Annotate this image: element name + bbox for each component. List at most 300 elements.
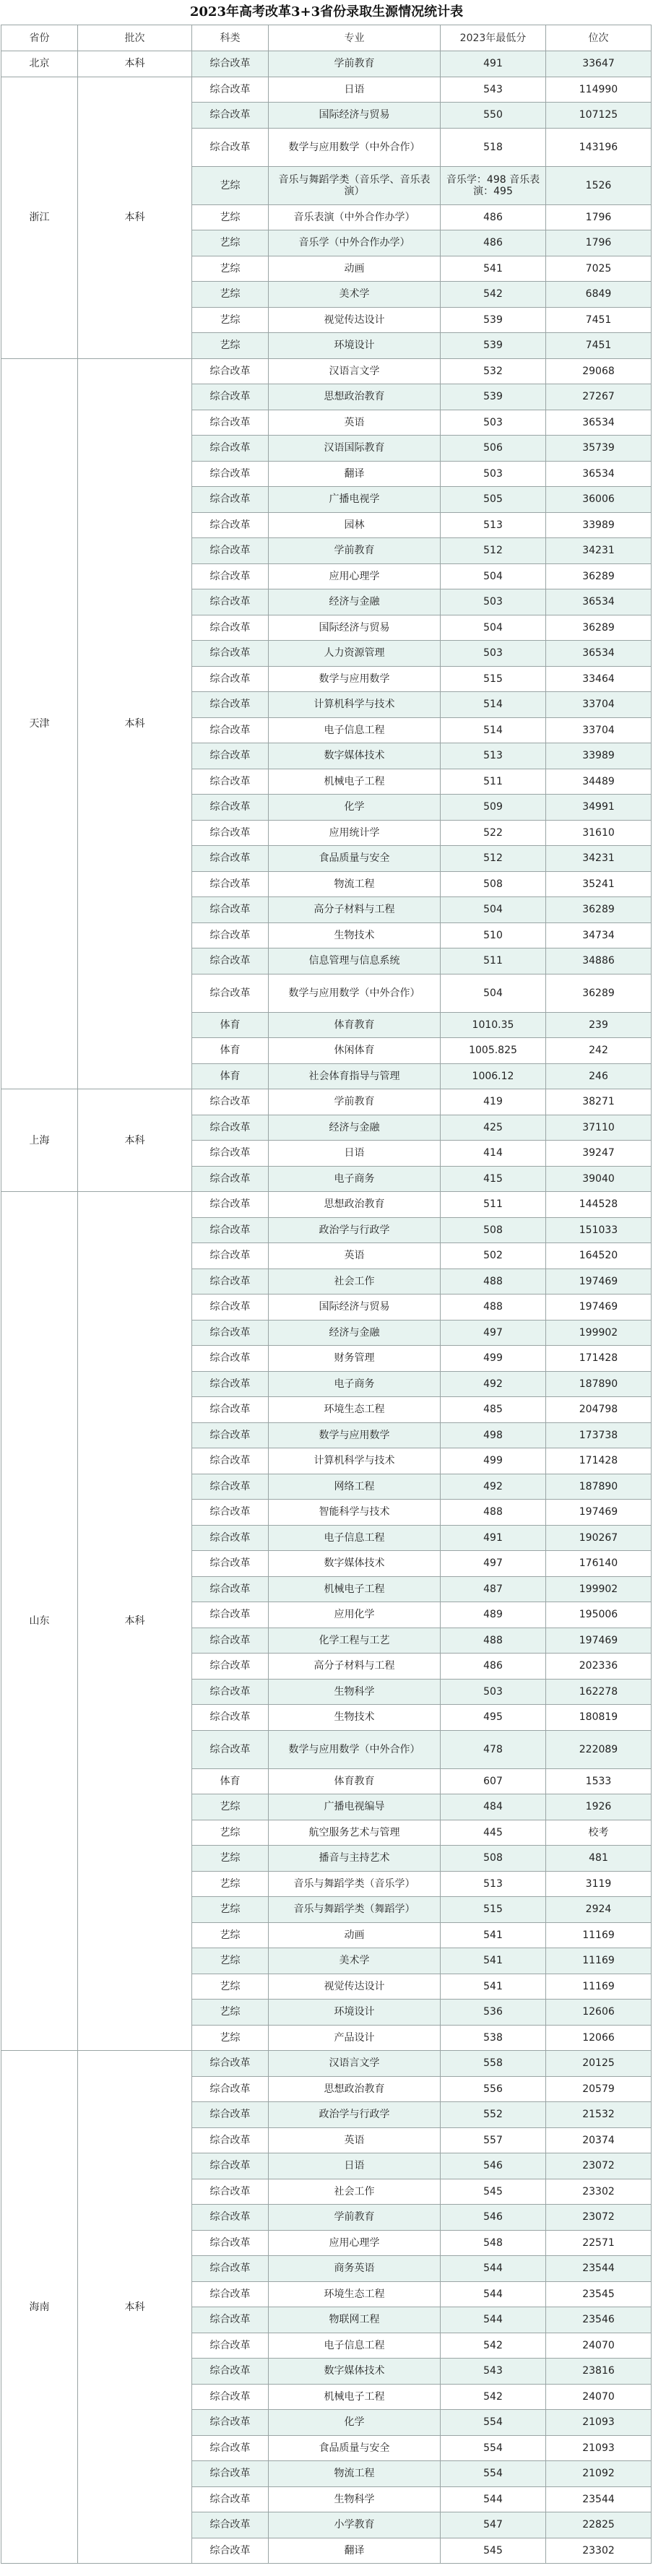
type-cell: 综合改革 — [192, 2461, 269, 2487]
min-score-cell: 514 — [441, 717, 546, 743]
major-cell: 数学与应用数学 — [269, 1422, 441, 1448]
type-cell: 综合改革 — [192, 1371, 269, 1397]
min-score-cell: 515 — [441, 1897, 546, 1923]
major-cell: 社会工作 — [269, 2179, 441, 2205]
rank-cell: 180819 — [546, 1705, 652, 1731]
major-cell: 汉语言文学 — [269, 2051, 441, 2077]
type-cell: 综合改革 — [192, 871, 269, 897]
type-cell: 艺综 — [192, 1897, 269, 1923]
min-score-cell: 543 — [441, 2359, 546, 2385]
min-score-cell: 445 — [441, 1820, 546, 1846]
type-cell: 体育 — [192, 1038, 269, 1064]
type-cell: 综合改革 — [192, 1654, 269, 1680]
type-cell: 艺综 — [192, 204, 269, 230]
batch-cell: 本科 — [78, 2051, 192, 2564]
table-row — [1, 1192, 652, 1218]
min-score-cell: 532 — [441, 358, 546, 384]
rank-cell: 20374 — [546, 2127, 652, 2153]
major-cell: 社会体育指导与管理 — [269, 1063, 441, 1089]
rank-cell: 23816 — [546, 2359, 652, 2385]
min-score-cell: 503 — [441, 589, 546, 615]
rank-cell: 1796 — [546, 230, 652, 256]
major-cell: 学前教育 — [269, 1089, 441, 1115]
min-score-cell: 419 — [441, 1089, 546, 1115]
major-cell: 音乐与舞蹈学类（音乐学） — [269, 1871, 441, 1897]
type-cell: 综合改革 — [192, 1730, 269, 1768]
type-cell: 综合改革 — [192, 948, 269, 974]
major-cell: 机械电子工程 — [269, 769, 441, 795]
major-cell: 美术学 — [269, 282, 441, 308]
major-cell: 翻译 — [269, 461, 441, 487]
min-score-cell: 484 — [441, 1794, 546, 1820]
min-score-cell: 508 — [441, 1846, 546, 1872]
type-cell: 艺综 — [192, 166, 269, 204]
rank-cell: 39040 — [546, 1166, 652, 1192]
major-cell: 高分子材料与工程 — [269, 1654, 441, 1680]
min-score-cell: 499 — [441, 1346, 546, 1372]
rank-cell: 23072 — [546, 2153, 652, 2179]
major-cell: 计算机科学与技术 — [269, 692, 441, 718]
major-cell: 应用化学 — [269, 1602, 441, 1628]
rank-cell: 173738 — [546, 1422, 652, 1448]
min-score-cell: 513 — [441, 1871, 546, 1897]
rank-cell: 11169 — [546, 1922, 652, 1948]
min-score-cell: 545 — [441, 2538, 546, 2564]
major-cell: 高分子材料与工程 — [269, 897, 441, 923]
table-row — [1, 51, 652, 77]
min-score-cell: 486 — [441, 1654, 546, 1680]
rank-cell: 36289 — [546, 974, 652, 1012]
major-cell: 网络工程 — [269, 1474, 441, 1500]
table-row — [1, 77, 652, 103]
min-score-cell: 488 — [441, 1268, 546, 1295]
major-cell: 国际经济与贸易 — [269, 1295, 441, 1321]
major-cell: 化学工程与工艺 — [269, 1628, 441, 1654]
type-cell: 综合改革 — [192, 820, 269, 846]
province-cell: 上海 — [1, 1089, 78, 1192]
rank-cell: 1533 — [546, 1768, 652, 1794]
major-cell: 数学与应用数学（中外合作） — [269, 974, 441, 1012]
type-cell: 综合改革 — [192, 384, 269, 410]
major-cell: 食品质量与安全 — [269, 2435, 441, 2461]
type-cell: 综合改革 — [192, 897, 269, 923]
type-cell: 艺综 — [192, 1922, 269, 1948]
min-score-cell: 546 — [441, 2205, 546, 2231]
min-score-cell: 489 — [441, 1602, 546, 1628]
type-cell: 综合改革 — [192, 1679, 269, 1705]
min-score-cell: 504 — [441, 563, 546, 589]
major-cell: 英语 — [269, 410, 441, 436]
major-cell: 物联网工程 — [269, 2307, 441, 2333]
min-score-cell: 414 — [441, 1141, 546, 1167]
min-score-cell: 485 — [441, 1397, 546, 1423]
type-cell: 艺综 — [192, 1974, 269, 2000]
min-score-cell: 491 — [441, 51, 546, 77]
type-cell: 综合改革 — [192, 1525, 269, 1551]
table-body — [1, 51, 652, 2564]
major-cell: 环境生态工程 — [269, 2281, 441, 2307]
min-score-cell: 512 — [441, 846, 546, 872]
major-cell: 音乐与舞蹈学类（音乐学、音乐表演） — [269, 166, 441, 204]
type-cell: 综合改革 — [192, 1295, 269, 1321]
type-cell: 综合改革 — [192, 1268, 269, 1295]
major-cell: 美术学 — [269, 1948, 441, 1974]
type-cell: 综合改革 — [192, 666, 269, 692]
major-cell: 播音与主持艺术 — [269, 1846, 441, 1872]
min-score-cell: 541 — [441, 256, 546, 282]
header-rank: 位次 — [546, 25, 652, 51]
type-cell: 综合改革 — [192, 1448, 269, 1474]
major-cell: 电子商务 — [269, 1166, 441, 1192]
major-cell: 智能科学与技术 — [269, 1500, 441, 1526]
min-score-cell: 538 — [441, 2025, 546, 2051]
rank-cell: 36534 — [546, 461, 652, 487]
rank-cell: 23302 — [546, 2179, 652, 2205]
min-score-cell: 506 — [441, 436, 546, 462]
major-cell: 数字媒体技术 — [269, 2359, 441, 2385]
rank-cell: 39247 — [546, 1141, 652, 1167]
major-cell: 音乐与舞蹈学类（舞蹈学） — [269, 1897, 441, 1923]
batch-cell: 本科 — [78, 1089, 192, 1192]
type-cell: 综合改革 — [192, 1576, 269, 1602]
type-cell: 综合改革 — [192, 487, 269, 513]
major-cell: 学前教育 — [269, 538, 441, 564]
rank-cell: 23546 — [546, 2307, 652, 2333]
type-cell: 艺综 — [192, 333, 269, 359]
min-score-cell: 544 — [441, 2281, 546, 2307]
rank-cell: 1796 — [546, 204, 652, 230]
type-cell: 综合改革 — [192, 692, 269, 718]
min-score-cell: 488 — [441, 1295, 546, 1321]
rank-cell: 33647 — [546, 51, 652, 77]
table-row — [1, 358, 652, 384]
type-cell: 综合改革 — [192, 563, 269, 589]
type-cell: 综合改革 — [192, 1602, 269, 1628]
rank-cell: 34489 — [546, 769, 652, 795]
rank-cell: 36534 — [546, 641, 652, 667]
type-cell: 综合改革 — [192, 641, 269, 667]
major-cell: 日语 — [269, 2153, 441, 2179]
rank-cell: 27267 — [546, 384, 652, 410]
type-cell: 综合改革 — [192, 1166, 269, 1192]
major-cell: 经济与金融 — [269, 1320, 441, 1346]
rank-cell: 7025 — [546, 256, 652, 282]
type-cell: 综合改革 — [192, 1243, 269, 1269]
major-cell: 小学教育 — [269, 2512, 441, 2538]
min-score-cell: 542 — [441, 2333, 546, 2359]
min-score-cell: 554 — [441, 2461, 546, 2487]
type-cell: 综合改革 — [192, 846, 269, 872]
rank-cell: 36289 — [546, 563, 652, 589]
major-cell: 计算机科学与技术 — [269, 1448, 441, 1474]
min-score-cell: 552 — [441, 2102, 546, 2128]
min-score-cell: 486 — [441, 204, 546, 230]
type-cell: 综合改革 — [192, 1705, 269, 1731]
min-score-cell: 486 — [441, 230, 546, 256]
rank-cell: 114990 — [546, 77, 652, 103]
rank-cell: 21092 — [546, 2461, 652, 2487]
rank-cell: 36006 — [546, 487, 652, 513]
rank-cell: 199902 — [546, 1320, 652, 1346]
table-title: 2023年高考改革3+3省份录取生源情况统计表 — [189, 4, 464, 20]
province-cell: 天津 — [1, 358, 78, 1089]
major-cell: 应用心理学 — [269, 2230, 441, 2256]
rank-cell: 187890 — [546, 1371, 652, 1397]
major-cell: 化学 — [269, 795, 441, 821]
rank-cell: 33704 — [546, 717, 652, 743]
rank-cell: 171428 — [546, 1448, 652, 1474]
batch-cell: 本科 — [78, 77, 192, 358]
min-score-cell: 539 — [441, 384, 546, 410]
type-cell: 综合改革 — [192, 769, 269, 795]
major-cell: 思想政治教育 — [269, 2076, 441, 2102]
province-cell: 浙江 — [1, 77, 78, 358]
min-score-cell: 478 — [441, 1730, 546, 1768]
rank-cell: 197469 — [546, 1268, 652, 1295]
rank-cell: 33989 — [546, 512, 652, 538]
major-cell: 音乐表演（中外合作办学） — [269, 204, 441, 230]
min-score-cell: 541 — [441, 1948, 546, 1974]
min-score-cell: 558 — [441, 2051, 546, 2077]
min-score-cell: 495 — [441, 1705, 546, 1731]
rank-cell: 202336 — [546, 1654, 652, 1680]
type-cell: 综合改革 — [192, 1192, 269, 1218]
min-score-cell: 544 — [441, 2307, 546, 2333]
type-cell: 艺综 — [192, 1948, 269, 1974]
major-cell: 物流工程 — [269, 2461, 441, 2487]
min-score-cell: 539 — [441, 333, 546, 359]
rank-cell: 143196 — [546, 128, 652, 166]
min-score-cell: 513 — [441, 512, 546, 538]
type-cell: 综合改革 — [192, 51, 269, 77]
rank-cell: 204798 — [546, 1397, 652, 1423]
province-cell: 山东 — [1, 1192, 78, 2051]
type-cell: 艺综 — [192, 1820, 269, 1846]
min-score-cell: 503 — [441, 1679, 546, 1705]
type-cell: 艺综 — [192, 1871, 269, 1897]
rank-cell: 36534 — [546, 589, 652, 615]
rank-cell: 190267 — [546, 1525, 652, 1551]
rank-cell: 11169 — [546, 1948, 652, 1974]
type-cell: 综合改革 — [192, 461, 269, 487]
min-score-cell: 491 — [441, 1525, 546, 1551]
major-cell: 体育教育 — [269, 1768, 441, 1794]
min-score-cell: 497 — [441, 1320, 546, 1346]
type-cell: 综合改革 — [192, 2256, 269, 2282]
major-cell: 食品质量与安全 — [269, 846, 441, 872]
type-cell: 综合改革 — [192, 538, 269, 564]
rank-cell: 35739 — [546, 436, 652, 462]
rank-cell: 22825 — [546, 2512, 652, 2538]
major-cell: 国际经济与贸易 — [269, 103, 441, 129]
min-score-cell: 487 — [441, 1576, 546, 1602]
rank-cell: 33704 — [546, 692, 652, 718]
major-cell: 生物科学 — [269, 2486, 441, 2512]
rank-cell: 242 — [546, 1038, 652, 1064]
province-cell: 北京 — [1, 51, 78, 77]
type-cell: 综合改革 — [192, 1089, 269, 1115]
rank-cell: 21093 — [546, 2410, 652, 2436]
header-min-score: 2023年最低分 — [441, 25, 546, 51]
major-cell: 环境生态工程 — [269, 1397, 441, 1423]
type-cell: 综合改革 — [192, 2281, 269, 2307]
rank-cell: 187890 — [546, 1474, 652, 1500]
major-cell: 产品设计 — [269, 2025, 441, 2051]
rank-cell: 24070 — [546, 2333, 652, 2359]
rank-cell: 23302 — [546, 2538, 652, 2564]
major-cell: 社会工作 — [269, 1268, 441, 1295]
min-score-cell: 513 — [441, 743, 546, 769]
rank-cell: 481 — [546, 1846, 652, 1872]
type-cell: 综合改革 — [192, 922, 269, 948]
type-cell: 综合改革 — [192, 2127, 269, 2153]
rank-cell: 6849 — [546, 282, 652, 308]
major-cell: 思想政治教育 — [269, 1192, 441, 1218]
min-score-cell: 511 — [441, 769, 546, 795]
min-score-cell: 541 — [441, 1974, 546, 2000]
min-score-cell: 511 — [441, 948, 546, 974]
admission-table — [1, 25, 652, 2564]
min-score-cell: 607 — [441, 1768, 546, 1794]
type-cell: 综合改革 — [192, 2205, 269, 2231]
rank-cell: 176140 — [546, 1551, 652, 1577]
min-score-cell: 502 — [441, 1243, 546, 1269]
min-score-cell: 539 — [441, 307, 546, 333]
min-score-cell: 508 — [441, 1217, 546, 1243]
major-cell: 机械电子工程 — [269, 2384, 441, 2410]
rank-cell: 23072 — [546, 2205, 652, 2231]
type-cell: 综合改革 — [192, 436, 269, 462]
major-cell: 学前教育 — [269, 2205, 441, 2231]
min-score-cell: 542 — [441, 2384, 546, 2410]
rank-cell: 3119 — [546, 1871, 652, 1897]
min-score-cell: 544 — [441, 2256, 546, 2282]
major-cell: 汉语言文学 — [269, 358, 441, 384]
major-cell: 电子商务 — [269, 1371, 441, 1397]
header-major: 专业 — [269, 25, 441, 51]
rank-cell: 36289 — [546, 897, 652, 923]
type-cell: 综合改革 — [192, 1217, 269, 1243]
major-cell: 生物技术 — [269, 1705, 441, 1731]
rank-cell: 34231 — [546, 846, 652, 872]
type-cell: 综合改革 — [192, 2410, 269, 2436]
major-cell: 信息管理与信息系统 — [269, 948, 441, 974]
major-cell: 环境设计 — [269, 2000, 441, 2026]
type-cell: 体育 — [192, 1063, 269, 1089]
rank-cell: 20125 — [546, 2051, 652, 2077]
rank-cell: 2924 — [546, 1897, 652, 1923]
min-score-cell: 1005.825 — [441, 1038, 546, 1064]
min-score-cell: 512 — [441, 538, 546, 564]
min-score-cell: 503 — [441, 641, 546, 667]
rank-cell: 21093 — [546, 2435, 652, 2461]
rank-cell: 197469 — [546, 1628, 652, 1654]
min-score-cell: 544 — [441, 2486, 546, 2512]
major-cell: 生物科学 — [269, 1679, 441, 1705]
rank-cell: 38271 — [546, 1089, 652, 1115]
page — [1, 0, 652, 2564]
major-cell: 动画 — [269, 256, 441, 282]
major-cell: 视觉传达设计 — [269, 1974, 441, 2000]
major-cell: 应用心理学 — [269, 563, 441, 589]
major-cell: 日语 — [269, 77, 441, 103]
min-score-cell: 514 — [441, 692, 546, 718]
batch-cell: 本科 — [78, 358, 192, 1089]
min-score-cell: 503 — [441, 461, 546, 487]
min-score-cell: 510 — [441, 922, 546, 948]
rank-cell: 23544 — [546, 2486, 652, 2512]
type-cell: 体育 — [192, 1012, 269, 1038]
major-cell: 电子信息工程 — [269, 2333, 441, 2359]
rank-cell: 33464 — [546, 666, 652, 692]
type-cell: 艺综 — [192, 307, 269, 333]
major-cell: 机械电子工程 — [269, 1576, 441, 1602]
major-cell: 数字媒体技术 — [269, 743, 441, 769]
rank-cell: 1926 — [546, 1794, 652, 1820]
rank-cell: 34734 — [546, 922, 652, 948]
rank-cell: 35241 — [546, 871, 652, 897]
min-score-cell: 497 — [441, 1551, 546, 1577]
major-cell: 音乐学（中外合作办学） — [269, 230, 441, 256]
header-batch: 批次 — [78, 25, 192, 51]
type-cell: 综合改革 — [192, 1115, 269, 1141]
rank-cell: 162278 — [546, 1679, 652, 1705]
type-cell: 体育 — [192, 1768, 269, 1794]
min-score-cell: 音乐学：498 音乐表演：495 — [441, 166, 546, 204]
major-cell: 视觉传达设计 — [269, 307, 441, 333]
major-cell: 财务管理 — [269, 1346, 441, 1372]
min-score-cell: 499 — [441, 1448, 546, 1474]
major-cell: 园林 — [269, 512, 441, 538]
min-score-cell: 492 — [441, 1371, 546, 1397]
type-cell: 综合改革 — [192, 1346, 269, 1372]
type-cell: 综合改革 — [192, 103, 269, 129]
min-score-cell: 554 — [441, 2410, 546, 2436]
min-score-cell: 554 — [441, 2435, 546, 2461]
header-type: 科类 — [192, 25, 269, 51]
type-cell: 综合改革 — [192, 974, 269, 1012]
min-score-cell: 492 — [441, 1474, 546, 1500]
batch-cell: 本科 — [78, 51, 192, 77]
rank-cell: 222089 — [546, 1730, 652, 1768]
type-cell: 综合改革 — [192, 2486, 269, 2512]
type-cell: 综合改革 — [192, 717, 269, 743]
type-cell: 综合改革 — [192, 128, 269, 166]
type-cell: 艺综 — [192, 256, 269, 282]
min-score-cell: 498 — [441, 1422, 546, 1448]
min-score-cell: 546 — [441, 2153, 546, 2179]
rank-cell: 校考 — [546, 1820, 652, 1846]
rank-cell: 11169 — [546, 1974, 652, 2000]
min-score-cell: 503 — [441, 410, 546, 436]
rank-cell: 31610 — [546, 820, 652, 846]
major-cell: 化学 — [269, 2410, 441, 2436]
type-cell: 综合改革 — [192, 1320, 269, 1346]
major-cell: 英语 — [269, 2127, 441, 2153]
type-cell: 综合改革 — [192, 2230, 269, 2256]
major-cell: 广播电视学 — [269, 487, 441, 513]
min-score-cell: 415 — [441, 1166, 546, 1192]
rank-cell: 36289 — [546, 615, 652, 641]
rank-cell: 34991 — [546, 795, 652, 821]
rank-cell: 144528 — [546, 1192, 652, 1218]
type-cell: 综合改革 — [192, 2179, 269, 2205]
type-cell: 艺综 — [192, 2025, 269, 2051]
min-score-cell: 543 — [441, 77, 546, 103]
type-cell: 艺综 — [192, 1846, 269, 1872]
major-cell: 商务英语 — [269, 2256, 441, 2282]
min-score-cell: 511 — [441, 1192, 546, 1218]
